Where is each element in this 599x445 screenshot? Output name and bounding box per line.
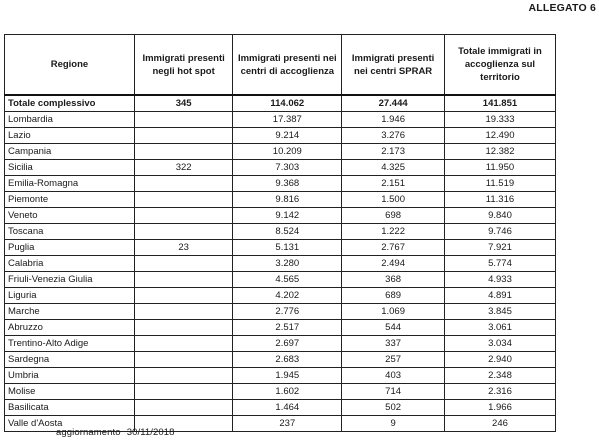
cell-totale: 12.382 bbox=[444, 144, 555, 160]
table-row bbox=[5, 400, 556, 416]
cell-totale: 2.348 bbox=[444, 368, 555, 384]
cell-sprar: 368 bbox=[342, 272, 445, 288]
cell-sprar: 689 bbox=[342, 288, 445, 304]
cell-totale: 1.966 bbox=[444, 400, 555, 416]
cell-centri: 1.945 bbox=[233, 368, 342, 384]
column-header-hotspot: Immigrati presenti negli hot spot bbox=[134, 35, 232, 96]
cell-centri: 9.816 bbox=[233, 192, 342, 208]
cell-totale: 3.061 bbox=[444, 320, 555, 336]
cell-totale: 4.933 bbox=[444, 272, 555, 288]
cell-totale: 19.333 bbox=[444, 112, 555, 128]
table-row bbox=[5, 208, 556, 224]
footer-update bbox=[56, 427, 175, 438]
cell-totale: 5.774 bbox=[444, 256, 555, 272]
cell-region: Lazio bbox=[5, 128, 135, 144]
column-header-totale: Totale immigrati in accoglienza sul territorio bbox=[444, 35, 555, 96]
cell-totale: 4.891 bbox=[444, 288, 555, 304]
cell-centri: 2.776 bbox=[233, 304, 342, 320]
attachment-label: ALLEGATO 6 bbox=[528, 2, 596, 14]
cell-hotspot bbox=[134, 336, 232, 352]
cell-sprar: 714 bbox=[342, 384, 445, 400]
cell-region: Liguria bbox=[5, 288, 135, 304]
cell-region: Piemonte bbox=[5, 192, 135, 208]
column-header-centri: Immigrati presenti nei centri di accoglienza bbox=[233, 35, 342, 96]
cell-centri: 114.062 bbox=[233, 95, 342, 112]
cell-region: Puglia bbox=[5, 240, 135, 256]
cell-hotspot bbox=[134, 288, 232, 304]
table-row bbox=[5, 272, 556, 288]
cell-region: Marche bbox=[5, 304, 135, 320]
cell-hotspot bbox=[134, 224, 232, 240]
table-row bbox=[5, 320, 556, 336]
cell-region: Abruzzo bbox=[5, 320, 135, 336]
cell-centri: 9.214 bbox=[233, 128, 342, 144]
cell-hotspot bbox=[134, 320, 232, 336]
cell-totale: 246 bbox=[444, 416, 555, 432]
table-row bbox=[5, 256, 556, 272]
column-header-sprar: Immigrati presenti nei centri SPRAR bbox=[342, 35, 445, 96]
cell-totale: 12.490 bbox=[444, 128, 555, 144]
cell-sprar: 1.946 bbox=[342, 112, 445, 128]
table-body bbox=[5, 95, 556, 432]
cell-region: Trentino-Alto Adige bbox=[5, 336, 135, 352]
cell-region: Totale complessivo bbox=[5, 95, 135, 112]
cell-region: Emilia-Romagna bbox=[5, 176, 135, 192]
cell-sprar: 403 bbox=[342, 368, 445, 384]
cell-hotspot bbox=[134, 128, 232, 144]
cell-sprar: 1.222 bbox=[342, 224, 445, 240]
cell-hotspot bbox=[134, 304, 232, 320]
cell-sprar: 502 bbox=[342, 400, 445, 416]
cell-totale: 9.840 bbox=[444, 208, 555, 224]
table-row bbox=[5, 304, 556, 320]
cell-sprar: 2.494 bbox=[342, 256, 445, 272]
table-row bbox=[5, 128, 556, 144]
table-row bbox=[5, 160, 556, 176]
table-row bbox=[5, 112, 556, 128]
cell-hotspot bbox=[134, 352, 232, 368]
cell-centri: 7.303 bbox=[233, 160, 342, 176]
cell-region: Friuli-Venezia Giulia bbox=[5, 272, 135, 288]
cell-centri: 2.697 bbox=[233, 336, 342, 352]
cell-region: Campania bbox=[5, 144, 135, 160]
cell-region: Basilicata bbox=[5, 400, 135, 416]
cell-region: Molise bbox=[5, 384, 135, 400]
table-row bbox=[5, 176, 556, 192]
cell-centri: 3.280 bbox=[233, 256, 342, 272]
footer-date: 30/11/2018 bbox=[126, 427, 175, 438]
cell-centri: 17.387 bbox=[233, 112, 342, 128]
cell-totale: 3.034 bbox=[444, 336, 555, 352]
cell-sprar: 4.325 bbox=[342, 160, 445, 176]
cell-centri: 1.464 bbox=[233, 400, 342, 416]
cell-totale: 2.316 bbox=[444, 384, 555, 400]
header-row bbox=[5, 35, 556, 96]
cell-hotspot bbox=[134, 400, 232, 416]
cell-centri: 237 bbox=[233, 416, 342, 432]
cell-region: Toscana bbox=[5, 224, 135, 240]
cell-region: Calabria bbox=[5, 256, 135, 272]
cell-hotspot bbox=[134, 384, 232, 400]
cell-sprar: 9 bbox=[342, 416, 445, 432]
cell-sprar: 337 bbox=[342, 336, 445, 352]
cell-centri: 5.131 bbox=[233, 240, 342, 256]
cell-region: Valle d'Aosta bbox=[5, 416, 135, 432]
cell-centri: 9.142 bbox=[233, 208, 342, 224]
cell-hotspot: 322 bbox=[134, 160, 232, 176]
cell-sprar: 2.173 bbox=[342, 144, 445, 160]
table-row bbox=[5, 368, 556, 384]
cell-totale: 11.316 bbox=[444, 192, 555, 208]
cell-hotspot bbox=[134, 144, 232, 160]
total-row bbox=[5, 95, 556, 112]
table-row bbox=[5, 224, 556, 240]
column-header-region: Regione bbox=[5, 35, 135, 96]
cell-totale: 2.940 bbox=[444, 352, 555, 368]
table-row bbox=[5, 240, 556, 256]
cell-sprar: 1.500 bbox=[342, 192, 445, 208]
cell-region: Lombardia bbox=[5, 112, 135, 128]
table-row bbox=[5, 384, 556, 400]
cell-hotspot: 23 bbox=[134, 240, 232, 256]
table-row bbox=[5, 288, 556, 304]
cell-totale: 11.519 bbox=[444, 176, 555, 192]
cell-centri: 4.202 bbox=[233, 288, 342, 304]
footer-label: aggiornamento bbox=[56, 427, 121, 438]
cell-centri: 9.368 bbox=[233, 176, 342, 192]
cell-totale: 7.921 bbox=[444, 240, 555, 256]
table-row bbox=[5, 192, 556, 208]
cell-sprar: 3.276 bbox=[342, 128, 445, 144]
cell-centri: 4.565 bbox=[233, 272, 342, 288]
cell-hotspot bbox=[134, 112, 232, 128]
cell-sprar: 698 bbox=[342, 208, 445, 224]
cell-hotspot bbox=[134, 256, 232, 272]
cell-centri: 8.524 bbox=[233, 224, 342, 240]
cell-hotspot bbox=[134, 192, 232, 208]
cell-sprar: 544 bbox=[342, 320, 445, 336]
cell-sprar: 257 bbox=[342, 352, 445, 368]
table-row bbox=[5, 144, 556, 160]
cell-totale: 141.851 bbox=[444, 95, 555, 112]
immigrants-table bbox=[4, 34, 556, 432]
cell-hotspot bbox=[134, 176, 232, 192]
cell-sprar: 1.069 bbox=[342, 304, 445, 320]
cell-centri: 1.602 bbox=[233, 384, 342, 400]
cell-region: Veneto bbox=[5, 208, 135, 224]
cell-hotspot: 345 bbox=[134, 95, 232, 112]
cell-sprar: 2.151 bbox=[342, 176, 445, 192]
cell-totale: 11.950 bbox=[444, 160, 555, 176]
cell-region: Umbria bbox=[5, 368, 135, 384]
cell-region: Sardegna bbox=[5, 352, 135, 368]
cell-hotspot bbox=[134, 272, 232, 288]
cell-region: Sicilia bbox=[5, 160, 135, 176]
cell-totale: 3.845 bbox=[444, 304, 555, 320]
cell-totale: 9.746 bbox=[444, 224, 555, 240]
cell-hotspot bbox=[134, 208, 232, 224]
cell-centri: 2.683 bbox=[233, 352, 342, 368]
cell-sprar: 27.444 bbox=[342, 95, 445, 112]
cell-sprar: 2.767 bbox=[342, 240, 445, 256]
cell-hotspot bbox=[134, 368, 232, 384]
cell-centri: 10.209 bbox=[233, 144, 342, 160]
cell-centri: 2.517 bbox=[233, 320, 342, 336]
table-row bbox=[5, 336, 556, 352]
table-row bbox=[5, 352, 556, 368]
